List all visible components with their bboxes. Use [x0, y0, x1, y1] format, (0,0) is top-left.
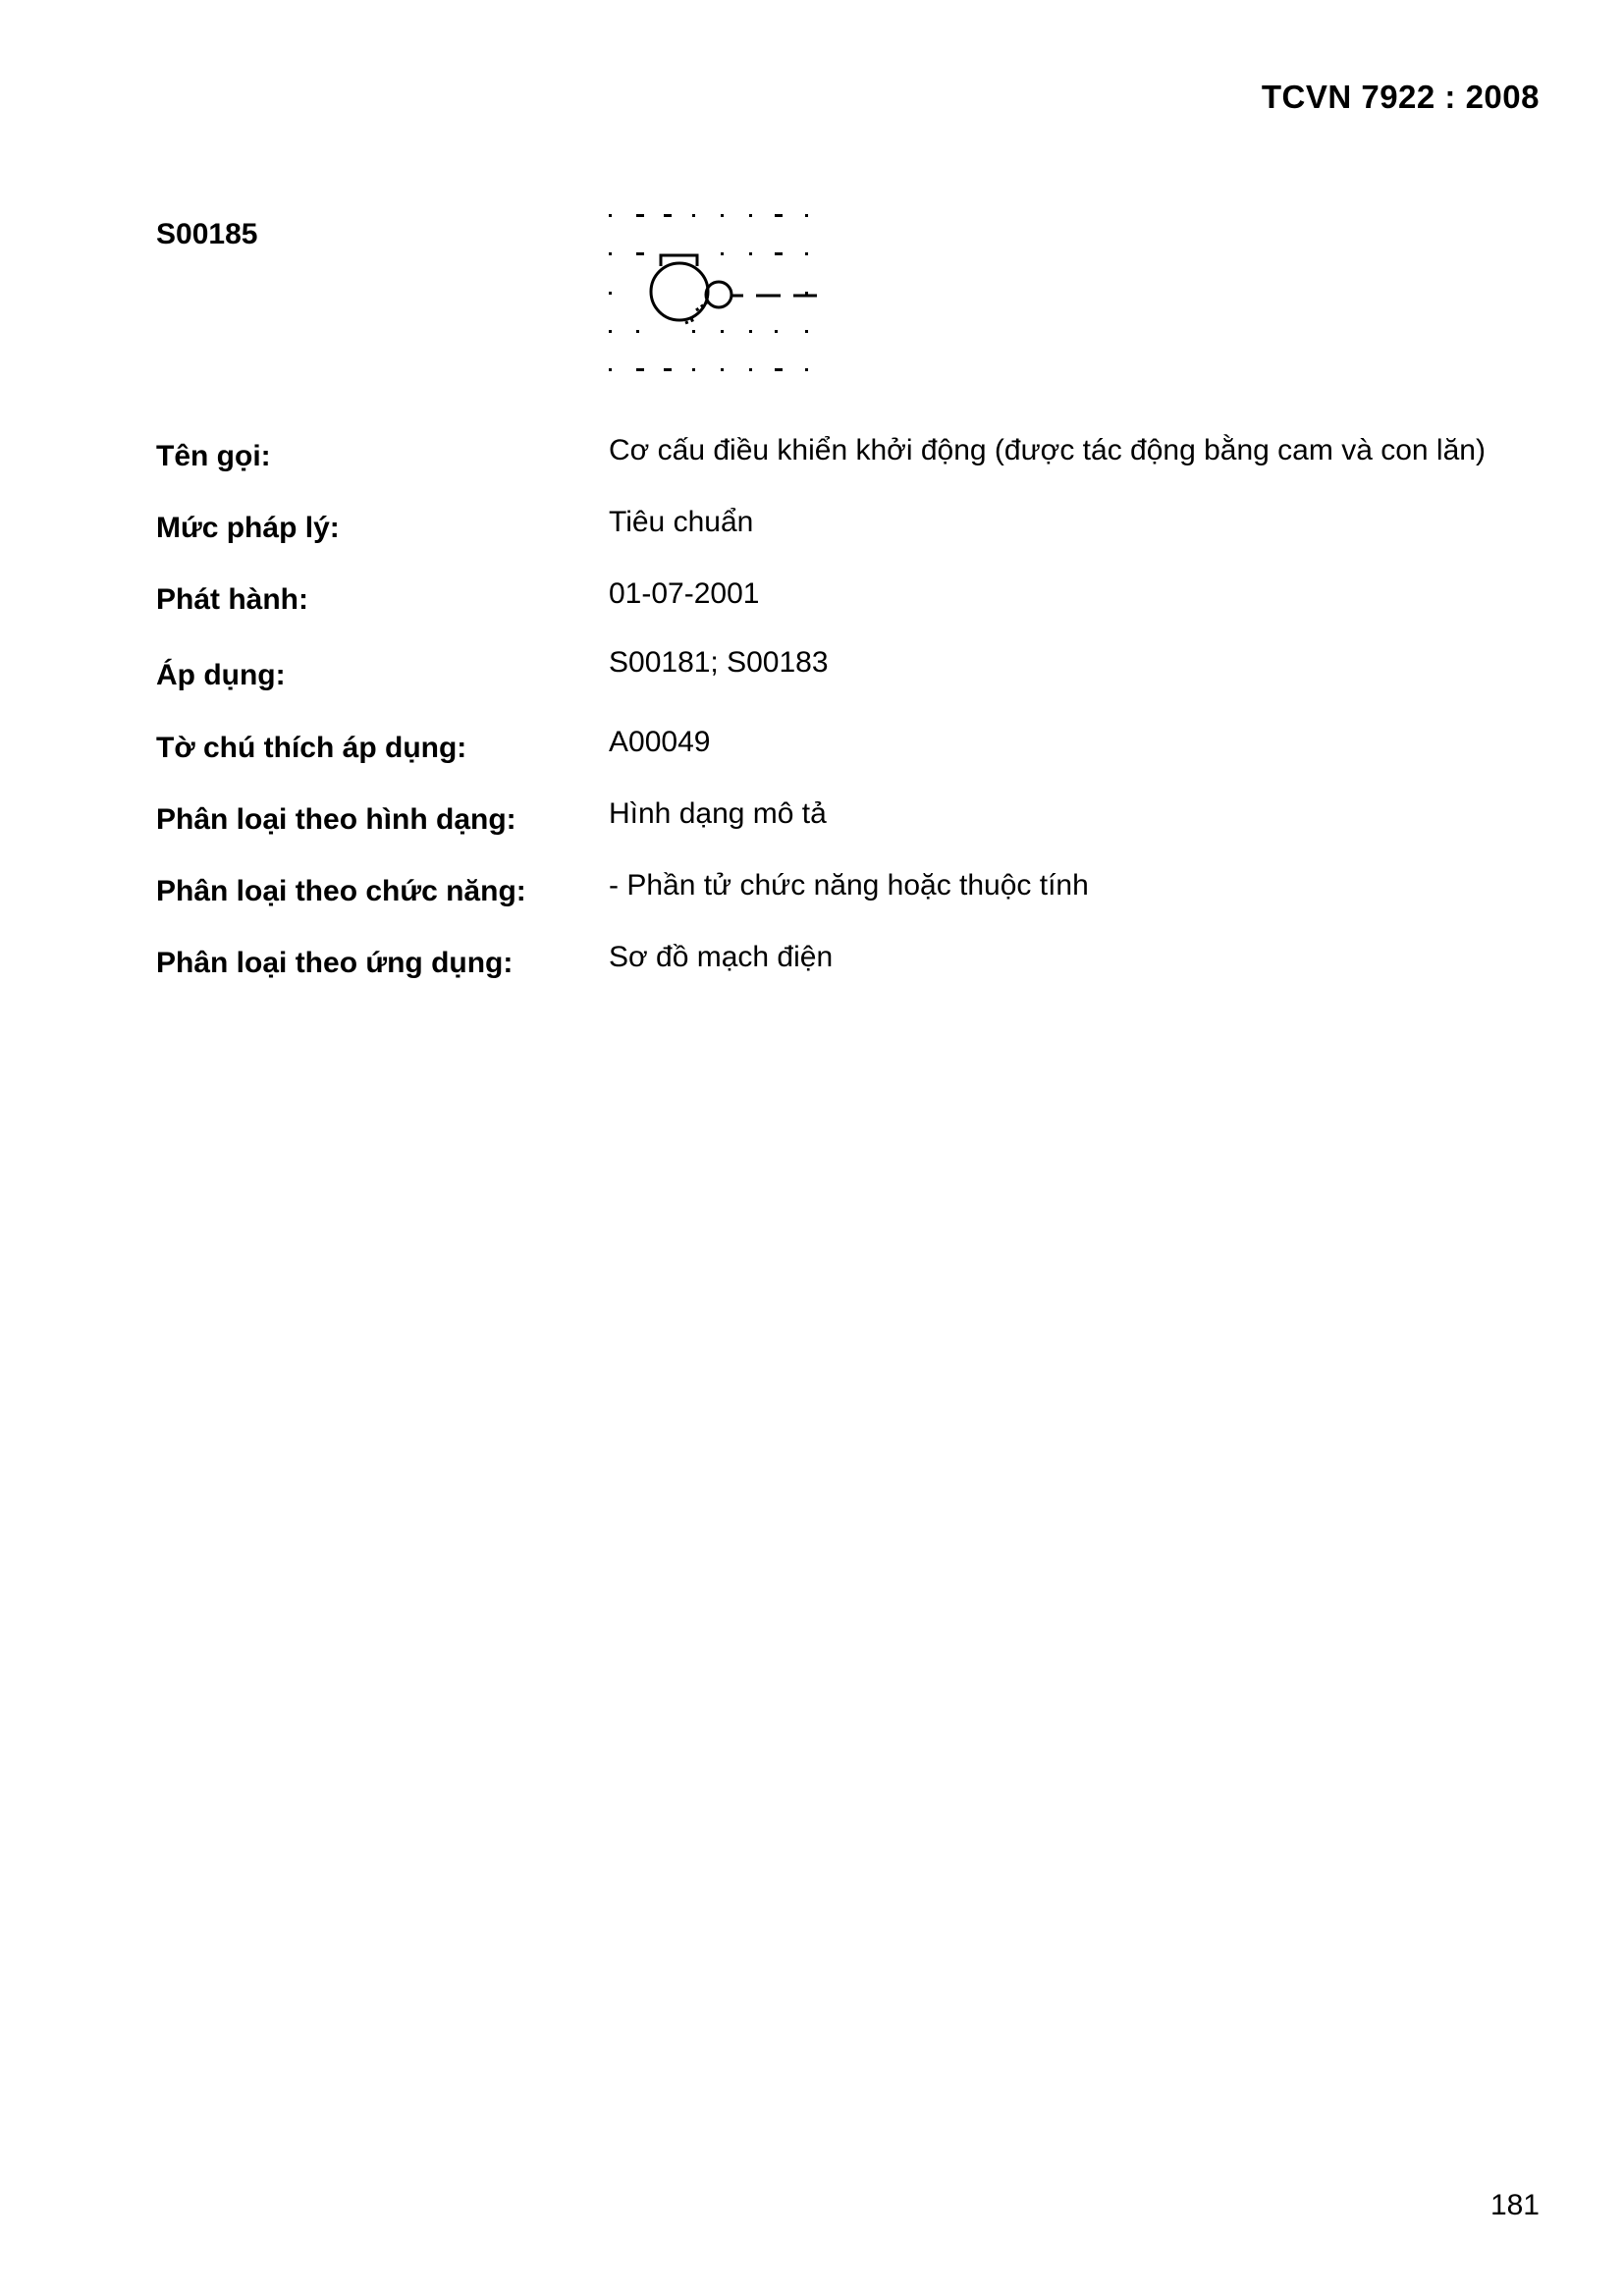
field-legal-level-label: Mức pháp lý:: [156, 512, 340, 544]
field-name-value: Cơ cấu điều khiển khởi động (được tác động bằng cam và con lăn): [609, 434, 1486, 466]
field-annotation-sheet-label: Tờ chú thích áp dụng:: [156, 732, 467, 764]
field-application-classification-label: Phân loại theo ứng dụng:: [156, 947, 514, 979]
field-applies-to: [156, 646, 1545, 702]
field-name-label: Tên gọi:: [156, 440, 271, 472]
field-applies-to-value: S00181; S00183: [609, 646, 829, 679]
field-shape-classification-value: Hình dạng mô tả: [609, 797, 827, 830]
field-legal-level: [156, 506, 1545, 555]
document-header-standard: TCVN 7922 : 2008: [1261, 79, 1540, 115]
page-number: 181: [1489, 2189, 1540, 2221]
field-application-classification-value: Sơ đồ mạch điện: [609, 941, 834, 973]
cam-roller-actuator-symbol-icon: [599, 201, 903, 388]
field-applies-to-label: Áp dụng:: [156, 659, 286, 691]
field-application-classification: [156, 941, 1545, 990]
field-shape-classification: [156, 797, 1545, 847]
field-name: [156, 434, 1545, 483]
symbol-code: S00185: [156, 218, 258, 250]
field-issued-label: Phát hành:: [156, 583, 308, 616]
field-function-classification-value: - Phần tử chức năng hoặc thuộc tính: [609, 869, 1089, 902]
field-function-classification: [156, 869, 1545, 918]
field-function-classification-label: Phân loại theo chức năng:: [156, 875, 526, 907]
field-annotation-sheet-value: A00049: [609, 726, 711, 758]
field-shape-classification-label: Phân loại theo hình dạng:: [156, 803, 516, 836]
field-legal-level-value: Tiêu chuẩn: [609, 506, 754, 538]
cam-and-roller: [651, 255, 731, 323]
field-issued-value: 01-07-2001: [609, 577, 760, 610]
field-annotation-sheet: [156, 726, 1545, 775]
field-issued: [156, 577, 1545, 627]
